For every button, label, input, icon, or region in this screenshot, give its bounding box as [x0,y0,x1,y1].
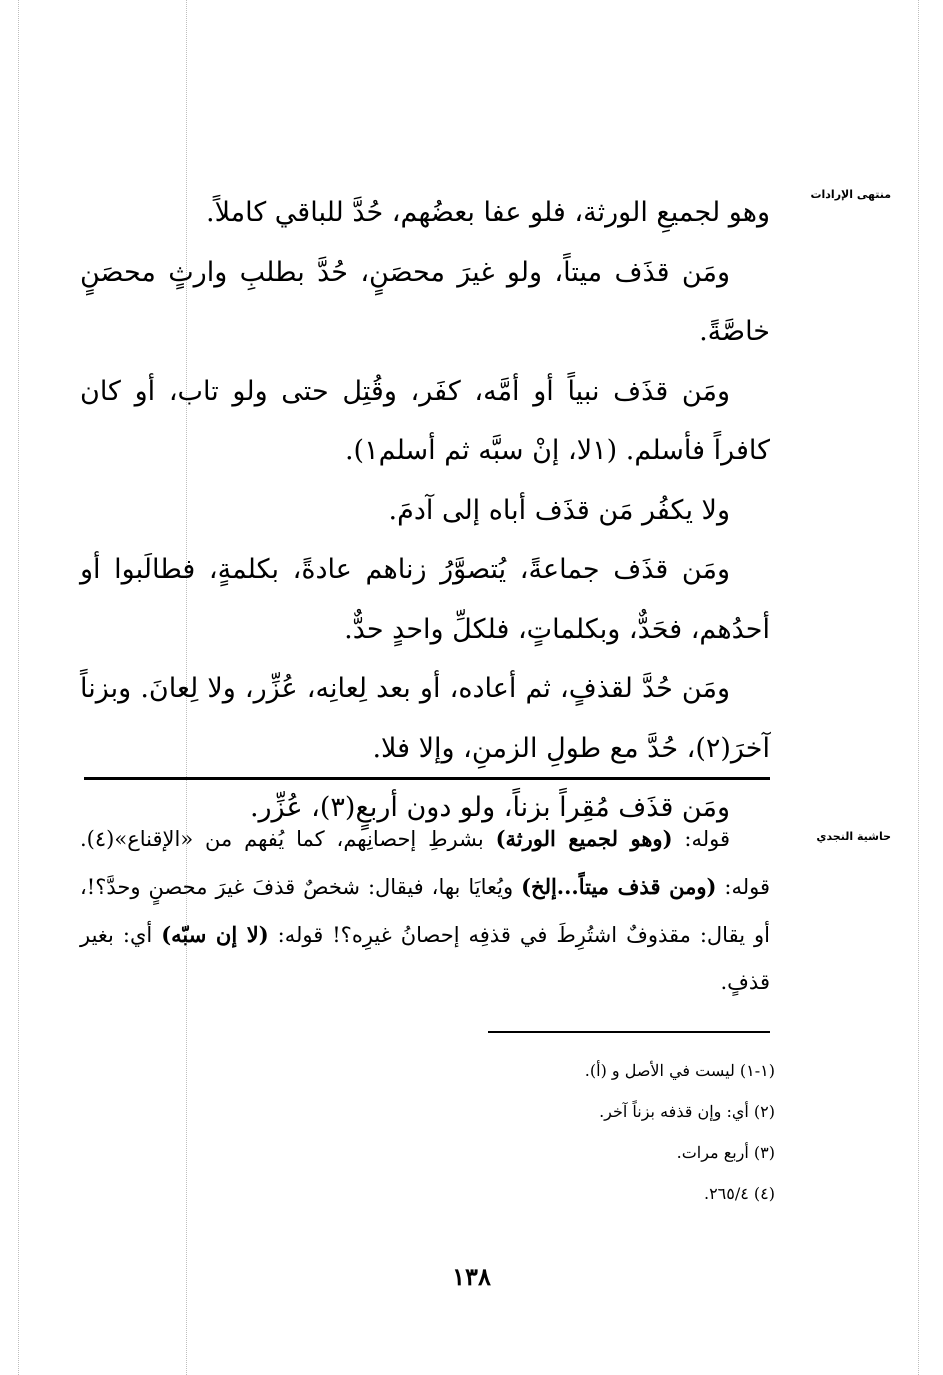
gloss-lemma-3: (لا إن سبّه) [161,922,269,947]
footnote-4: (٤) ٢٦٥/٤. [703,1184,775,1203]
main-paragraph-3: ومَن قذَف نبياً أو أمَّه، كفَر، وقُتِل حتى ولو تاب، أو كان كافراً فأسلم. (١لا، إنْ سبَّه ثم أسلم١). [80,375,770,466]
gloss-paragraph [80,815,770,1006]
main-divider-line [84,777,770,780]
footnote-1: (١-١) ليست في الأصل و (أ). [584,1061,775,1080]
main-paragraph-6: ومَن حُدَّ لقذفٍ، ثم أعاده، أو بعد لِعانِه، عُزِّر، ولا لِعانَ. وبزناً آخرَ(٢)، حُدَّ مع طولِ الزمنِ، وإلا فلا. [80,673,770,764]
gloss-commentary-1: بشرطِ إحصانِهم، كما يُفهم من «الإقناع»(٤). قوله: [80,827,771,899]
footnote-divider-line [488,1031,770,1033]
gloss-text [80,815,770,1006]
footnote-3: (٣) أربع مرات. [676,1143,775,1162]
main-paragraph-4: ولا يكفُر مَن قذَف أباه إلى آدمَ. [388,494,730,526]
main-text [80,183,770,838]
gloss-lemma-2: (ومن قذف ميتاً...إلخ) [521,874,717,899]
main-paragraph-5: ومَن قذَف جماعةً، يُتصوَّرُ زناهم عادةً، بكلمةٍ، فطالَبوا أو أحدُهم، فحَدٌّ، وبكلماتٍ، فلكلِّ واحدٍ حدٌّ. [80,554,770,645]
main-paragraph-2: ومَن قذَف ميتاً، ولو غيرَ محصَنٍ، حُدَّ بطلبِ وارثٍ محصَنٍ خاصَّةً. [80,256,770,347]
margin-label-gloss: حاشية النجدي [816,830,891,843]
page-number: ١٣٨ [452,1262,491,1291]
gloss-intro: قوله: [672,827,731,851]
footnotes [300,1050,775,1214]
scan-edge-right [918,0,919,1375]
footnote-2: (٢) أي: وإن قذفه بزناً آخر. [599,1102,775,1121]
main-paragraph-1: وهو لجميعِ الورثة، فلو عفا بعضُهم، حُدَّ للباقي كاملاً. [205,197,770,228]
gloss-commentary-3: أي: بغير قذفٍ. [80,923,770,994]
gloss-lemma-1: (وهو لجميع الورثة) [495,826,673,851]
scan-edge-left [18,0,19,1375]
gloss-commentary-2: ويُعايَا بها، فيقال: شخصٌ قذفَ غيرَ محصنٍ وحدَّ؟!، أو يقال: مقذوفٌ اشتُرِطَ في قذفِه إحصانُ غيرِه؟! قوله: [80,875,770,947]
main-paragraph-7: ومَن قذَف مُقِراً بزناً، ولو دون أربعٍ(٣)، عُزِّر. [249,792,730,823]
margin-label-main: منتهى الإرادات [810,188,891,201]
